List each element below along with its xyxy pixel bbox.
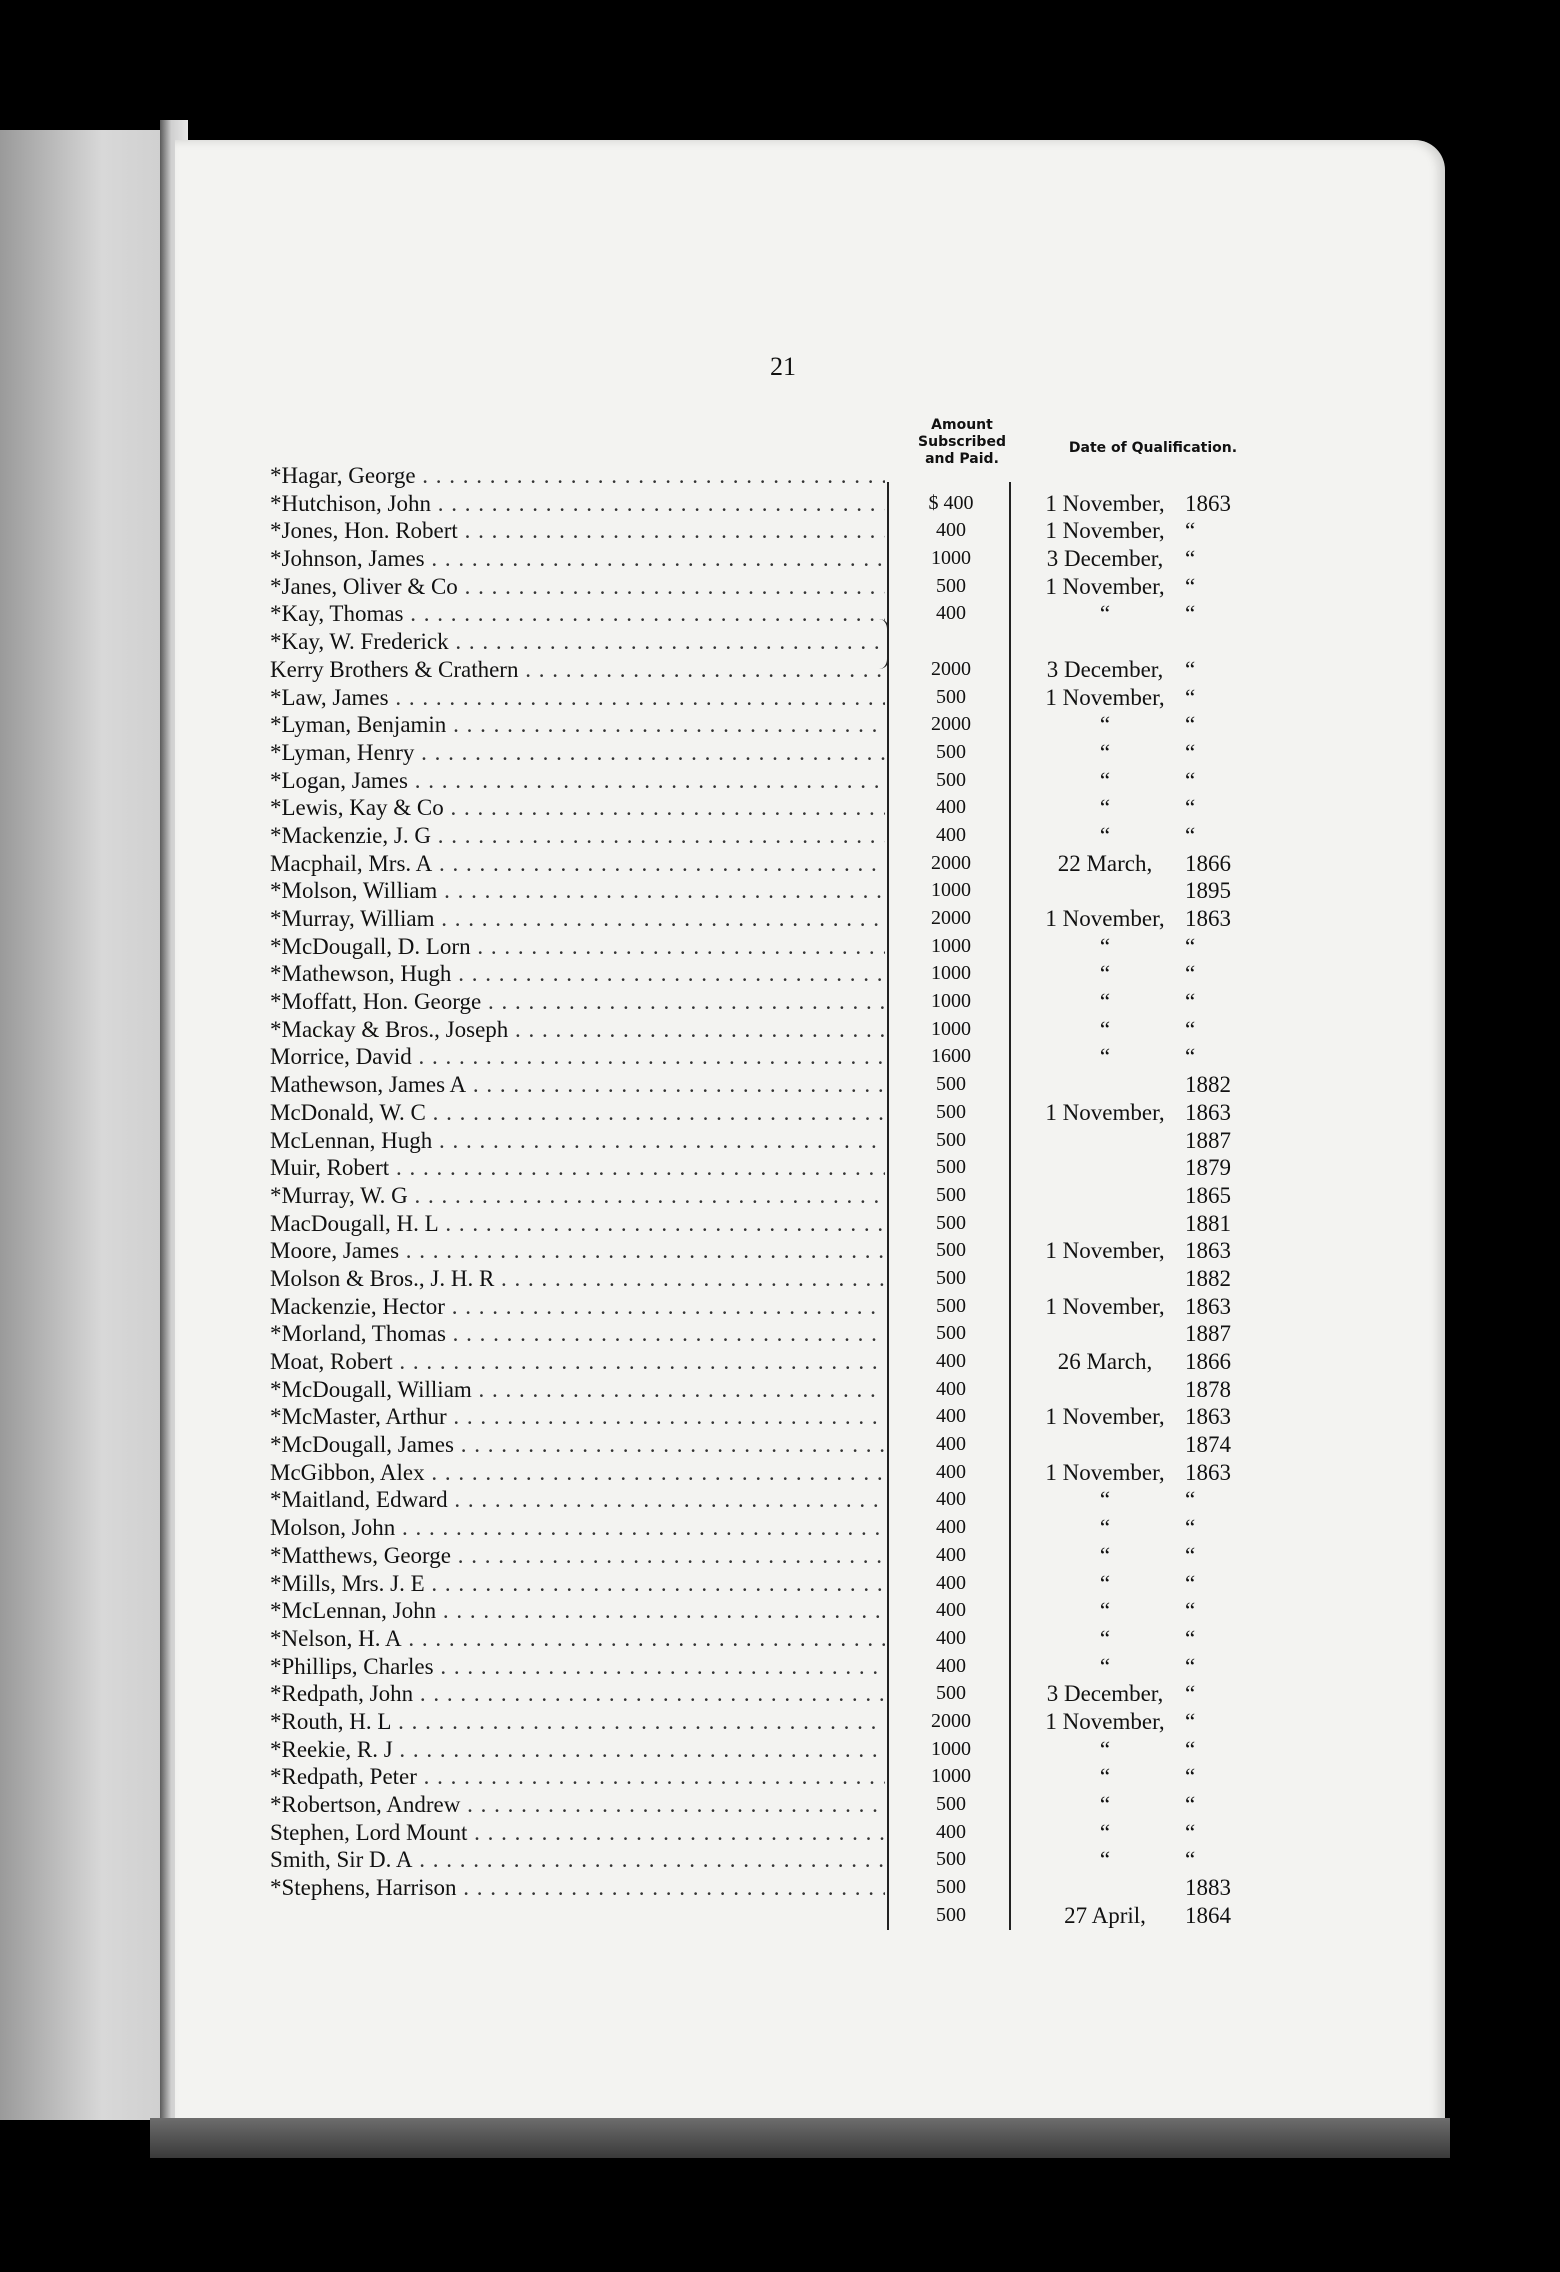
amount-cell: 1000	[931, 547, 971, 570]
year-cell: 1865	[1185, 1182, 1231, 1208]
table-row	[0, 1210, 1560, 1238]
table-row	[0, 462, 1560, 490]
amount-cell: 400	[936, 1599, 966, 1622]
year-cell: “	[1185, 518, 1196, 544]
year-cell: “	[1185, 767, 1196, 793]
subscriber-name: *Stephens, Harrison . . .	[270, 1874, 885, 1902]
year-cell: “	[1185, 1044, 1196, 1070]
subscriber-name: Mackenzie, Hector . . .	[270, 1293, 885, 1321]
subscriber-name: *Logan, James . . .	[270, 767, 885, 795]
table-row	[0, 1376, 1560, 1404]
subscriber-name: *Robertson, Andrew . . .	[270, 1791, 885, 1819]
amount-cell: 400	[936, 1543, 966, 1566]
amount-cell: 400	[936, 1488, 966, 1511]
subscriber-name: *Mackay & Bros., Joseph . . .	[270, 1016, 885, 1044]
date-cell: “	[1099, 1016, 1111, 1042]
table-row	[0, 767, 1560, 795]
subscriber-name: Moat, Robert . . .	[270, 1348, 885, 1376]
amount-cell: $ 400	[928, 491, 974, 514]
year-cell: 1863	[1185, 1238, 1231, 1264]
subscriber-name: *Kay, W. Frederick . . .	[270, 628, 885, 656]
amount-cell: 500	[936, 1903, 966, 1926]
date-cell: “	[1099, 1598, 1111, 1624]
year-cell: 1883	[1185, 1875, 1231, 1901]
year-cell: “	[1185, 1515, 1196, 1541]
table-row	[0, 1708, 1560, 1736]
year-cell: “	[1185, 1847, 1196, 1873]
subscriber-name: *Routh, H. L . . .	[270, 1708, 885, 1736]
table-row	[0, 1293, 1560, 1321]
date-cell: “	[1099, 989, 1111, 1015]
amount-cell: 500	[936, 1239, 966, 1262]
amount-column-header	[902, 417, 1022, 468]
amount-cell: 2000	[931, 1709, 971, 1732]
table-row	[0, 988, 1560, 1016]
date-cell: 1 November,	[1045, 1708, 1165, 1734]
table-row	[0, 1736, 1560, 1764]
date-cell: 1 November,	[1045, 518, 1165, 544]
amount-cell: 500	[936, 740, 966, 763]
subscriber-name: *Mills, Mrs. J. E . . .	[270, 1570, 885, 1598]
amount-cell: 400	[936, 1377, 966, 1400]
year-cell: “	[1185, 1708, 1196, 1734]
amount-cell: 1000	[931, 934, 971, 957]
date-cell: “	[1099, 1044, 1111, 1070]
amount-cell: 500	[936, 1266, 966, 1289]
date-cell: “	[1099, 1764, 1111, 1790]
subscriber-name: *Reekie, R. J . . .	[270, 1736, 885, 1764]
year-cell: 1895	[1185, 878, 1231, 904]
date-cell: “	[1099, 1653, 1111, 1679]
year-cell: 1866	[1185, 1349, 1231, 1374]
year-cell: 1864	[1185, 1902, 1231, 1928]
table-row	[0, 656, 1560, 684]
year-cell: “	[1185, 546, 1196, 572]
subscriber-name: *Morland, Thomas . . .	[270, 1320, 885, 1348]
amount-cell: 2000	[931, 851, 971, 874]
table-row	[0, 933, 1560, 961]
amount-cell: 2000	[931, 907, 971, 929]
subscriber-name: Mathewson, James A . . .	[270, 1071, 885, 1099]
date-cell: 1 November,	[1045, 1404, 1165, 1430]
year-cell: “	[1185, 739, 1196, 765]
amount-cell: 500	[936, 1128, 966, 1151]
year-cell: “	[1185, 656, 1196, 682]
subscriber-name: *Johnson, James . . .	[270, 545, 885, 573]
amount-cell: 400	[936, 1820, 966, 1843]
date-cell: “	[1099, 1570, 1111, 1596]
year-cell: “	[1185, 1542, 1196, 1568]
year-cell: “	[1185, 795, 1196, 821]
year-cell: “	[1185, 1792, 1196, 1817]
year-cell: 1863	[1185, 1099, 1231, 1125]
year-cell: 1863	[1185, 1293, 1231, 1319]
table-row	[0, 711, 1560, 739]
table-row	[0, 1874, 1560, 1902]
date-cell: “	[1099, 1792, 1111, 1817]
table-row	[0, 628, 1560, 656]
subscriber-name: *Lewis, Kay & Co . . .	[270, 794, 885, 822]
subscriber-name: *Molson, William . . .	[270, 877, 885, 905]
amount-cell: 500	[936, 1322, 966, 1345]
table-row	[0, 1182, 1560, 1210]
subscriber-name: *Nelson, H. A . . .	[270, 1625, 885, 1653]
subscriber-name: *McMaster, Arthur . . .	[270, 1403, 885, 1431]
subscriber-name: *Hagar, George . . .	[270, 462, 885, 490]
date-cell: “	[1099, 712, 1111, 738]
table-row	[0, 877, 1560, 905]
amount-cell: 1000	[931, 1737, 971, 1760]
subscriber-name: Morrice, David . . .	[270, 1043, 885, 1071]
amount-cell: 400	[936, 1654, 966, 1677]
amount-cell: 400	[936, 602, 966, 625]
date-cell: 27 April,	[1064, 1902, 1146, 1928]
amount-header-line: Amount	[931, 417, 993, 433]
amount-cell: 500	[936, 1294, 966, 1317]
amount-cell: 1000	[931, 1765, 971, 1788]
amount-cell: 400	[936, 1626, 966, 1649]
amount-cell: 1000	[931, 879, 971, 902]
amount-cell: 400	[936, 1350, 966, 1372]
table-row	[0, 1265, 1560, 1293]
amount-cell: 500	[936, 1073, 966, 1096]
amount-cell: 500	[936, 1793, 966, 1815]
year-cell: 1878	[1185, 1376, 1231, 1402]
date-cell: 1 November,	[1045, 1293, 1165, 1319]
year-cell: “	[1185, 1625, 1196, 1651]
table-row	[0, 684, 1560, 712]
date-cell: 1 November,	[1045, 684, 1165, 710]
amount-cell: 1000	[931, 1017, 971, 1040]
date-cell: 3 December,	[1046, 656, 1164, 682]
date-cell: 1 November,	[1045, 906, 1165, 931]
year-cell: “	[1185, 989, 1196, 1015]
amount-cell: 400	[936, 1516, 966, 1539]
amount-header-line: and Paid.	[925, 451, 999, 467]
table-row	[0, 545, 1560, 573]
subscriber-name: Kerry Brothers & Crathern . . .	[270, 656, 885, 684]
date-cell: 22 March,	[1057, 850, 1153, 876]
year-cell: “	[1185, 1570, 1196, 1596]
date-cell: 3 December,	[1046, 1681, 1164, 1707]
table-row	[0, 1459, 1560, 1487]
year-cell: “	[1185, 933, 1196, 959]
year-cell: 1874	[1185, 1432, 1231, 1458]
table-row	[0, 1154, 1560, 1182]
year-cell: “	[1185, 601, 1196, 627]
subscriber-name: *Redpath, John . . .	[270, 1680, 885, 1708]
year-cell: 1879	[1185, 1155, 1231, 1181]
year-cell: 1881	[1185, 1210, 1231, 1236]
date-cell: “	[1099, 1515, 1111, 1541]
table-row	[0, 960, 1560, 988]
date-cell: “	[1099, 1819, 1111, 1845]
amount-cell: 500	[936, 1156, 966, 1179]
table-row	[0, 1431, 1560, 1459]
table-row	[0, 1763, 1560, 1791]
year-cell: “	[1185, 1487, 1196, 1513]
table-row	[0, 1348, 1560, 1376]
subscriber-name: Smith, Sir D. A . . .	[270, 1846, 885, 1874]
subscriber-name: *Murray, W. G . . .	[270, 1182, 885, 1210]
table-row	[0, 1486, 1560, 1514]
table-row	[0, 1099, 1560, 1127]
subscriber-name: *Kay, Thomas . . .	[270, 600, 885, 628]
subscriber-name: MacDougall, H. L . . .	[270, 1210, 885, 1238]
subscriber-name: Stephen, Lord Mount . . .	[270, 1819, 885, 1847]
year-cell: 1863	[1185, 490, 1231, 516]
table-row	[0, 1653, 1560, 1681]
date-cell: “	[1099, 1487, 1111, 1513]
subscriber-name: *Mackenzie, J. G . . .	[270, 822, 885, 850]
amount-cell: 500	[936, 1682, 966, 1705]
date-cell: “	[1099, 1625, 1111, 1651]
year-cell: 1863	[1185, 1459, 1231, 1485]
page-bottom-edge	[150, 2118, 1450, 2158]
subscriber-name: *McDougall, D. Lorn . . .	[270, 933, 885, 961]
year-cell: “	[1185, 684, 1196, 710]
table-row	[0, 1791, 1560, 1819]
date-cell: 1 November,	[1045, 1238, 1165, 1264]
amount-cell: 400	[936, 1433, 966, 1456]
subscriber-name: Muir, Robert . . .	[270, 1154, 885, 1182]
table-row	[0, 1016, 1560, 1044]
amount-cell: 1000	[931, 990, 971, 1013]
year-cell: “	[1185, 712, 1196, 738]
table-row	[0, 1570, 1560, 1598]
subscriber-name: McLennan, Hugh . . .	[270, 1127, 885, 1155]
amount-cell: 400	[936, 519, 966, 542]
amount-cell: 400	[936, 796, 966, 819]
table-row	[0, 1680, 1560, 1708]
table-row	[0, 905, 1560, 933]
amount-cell: 400	[936, 1571, 966, 1594]
amount-cell: 500	[936, 1876, 966, 1899]
amount-cell: 2000	[931, 713, 971, 736]
subscriber-name: *Hutchison, John . . .	[270, 490, 885, 518]
subscriber-name: *McLennan, John . . .	[270, 1597, 885, 1625]
subscriber-name: Macphail, Mrs. A . . .	[270, 850, 885, 878]
table-row	[0, 573, 1560, 601]
year-cell: “	[1185, 961, 1196, 987]
amount-cell: 1000	[931, 962, 971, 985]
date-cell: 26 March,	[1057, 1349, 1153, 1374]
table-row	[0, 1127, 1560, 1155]
year-cell: “	[1185, 1016, 1196, 1042]
table-row	[0, 517, 1560, 545]
table-row	[0, 794, 1560, 822]
year-cell: “	[1185, 1681, 1196, 1707]
year-cell: “	[1185, 1598, 1196, 1624]
subscriber-name: *Murray, William . . .	[270, 905, 885, 933]
date-cell: “	[1099, 795, 1111, 821]
date-cell: “	[1099, 1847, 1111, 1873]
table-row	[0, 1071, 1560, 1099]
amount-cell: 500	[936, 1211, 966, 1234]
date-cell: “	[1099, 822, 1111, 848]
date-cell: 1 November,	[1045, 1099, 1165, 1125]
table-row	[0, 1819, 1560, 1847]
amount-cell: 1600	[931, 1045, 971, 1068]
subscriber-name: *McDougall, William . . .	[270, 1376, 885, 1404]
subscriber-name: *Janes, Oliver & Co . . .	[270, 573, 885, 601]
year-cell: 1882	[1185, 1072, 1231, 1098]
table-row	[0, 600, 1560, 628]
amount-cell: 400	[936, 1405, 966, 1428]
date-cell: 1 November,	[1045, 573, 1165, 599]
amount-cell: 500	[936, 768, 966, 791]
year-cell: 1863	[1185, 1404, 1231, 1430]
subscriber-name: *Mathewson, Hugh . . .	[270, 960, 885, 988]
table-row	[0, 1846, 1560, 1874]
subscriber-name: *Moffatt, Hon. George . . .	[270, 988, 885, 1016]
subscriber-name: Molson & Bros., J. H. R . . .	[270, 1265, 885, 1293]
date-cell: “	[1099, 739, 1111, 765]
date-cell: 1 November,	[1045, 1459, 1165, 1485]
amount-cell: 500	[936, 685, 966, 708]
year-cell: 1887	[1185, 1127, 1231, 1153]
subscriber-name: *Jones, Hon. Robert . . .	[270, 517, 885, 545]
subscriber-name: *McDougall, James . . .	[270, 1431, 885, 1459]
subscriber-name: *Maitland, Edward . . .	[270, 1486, 885, 1514]
date-cell: “	[1099, 767, 1111, 793]
table-row	[0, 1043, 1560, 1071]
table-row	[0, 1542, 1560, 1570]
subscriber-name: McDonald, W. C . . .	[270, 1099, 885, 1127]
amount-cell: 400	[936, 1460, 966, 1483]
subscriber-name: *Lyman, Henry . . .	[270, 739, 885, 767]
year-cell: “	[1185, 822, 1196, 848]
amount-cell: 400	[936, 823, 966, 846]
date-cell: “	[1099, 1736, 1111, 1762]
year-cell: 1887	[1185, 1321, 1231, 1347]
amount-cell: 2000	[931, 657, 971, 680]
year-cell: “	[1185, 1819, 1196, 1845]
year-cell: “	[1185, 1653, 1196, 1679]
date-column-header: Date of Qualification.	[1068, 440, 1238, 456]
amount-cell: 500	[936, 1100, 966, 1123]
table-row	[0, 490, 1560, 518]
amount-header-line: Subscribed	[918, 434, 1006, 450]
table-row	[0, 822, 1560, 850]
table-row	[0, 1597, 1560, 1625]
year-cell: 1882	[1185, 1265, 1231, 1291]
subscriber-name: *Redpath, Peter . . .	[270, 1763, 885, 1791]
table-row	[0, 1902, 1560, 1930]
date-cell: 3 December,	[1046, 546, 1164, 572]
year-cell: “	[1185, 1736, 1196, 1762]
table-row	[0, 739, 1560, 767]
year-cell: 1863	[1185, 906, 1231, 931]
subscriber-name: *Matthews, George . . .	[270, 1542, 885, 1570]
table-row	[0, 1237, 1560, 1265]
date-cell: “	[1099, 601, 1111, 627]
year-cell: “	[1185, 573, 1196, 599]
subscriber-name: *Lyman, Benjamin . . .	[270, 711, 885, 739]
table-row	[0, 1514, 1560, 1542]
amount-cell: 500	[936, 1183, 966, 1206]
page-number: 21	[770, 352, 796, 381]
table-row	[0, 850, 1560, 878]
date-cell: 1 November,	[1045, 490, 1165, 516]
table-row	[0, 1403, 1560, 1431]
subscriber-name: Moore, James . . .	[270, 1237, 885, 1265]
table-row	[0, 1625, 1560, 1653]
amount-cell: 500	[936, 1848, 966, 1871]
year-cell: “	[1185, 1764, 1196, 1790]
subscriber-name: *Law, James . . .	[270, 684, 885, 712]
subscriber-name: *Phillips, Charles . . .	[270, 1653, 885, 1681]
date-cell: “	[1099, 1542, 1111, 1568]
subscriber-name: McGibbon, Alex . . .	[270, 1459, 885, 1487]
subscriber-name: Molson, John . . .	[270, 1514, 885, 1542]
date-cell: “	[1099, 961, 1111, 987]
table-row	[0, 1320, 1560, 1348]
amount-cell: 500	[936, 574, 966, 597]
subscriber-list	[0, 462, 1560, 1929]
date-cell: “	[1099, 933, 1111, 959]
year-cell: 1866	[1185, 850, 1231, 876]
